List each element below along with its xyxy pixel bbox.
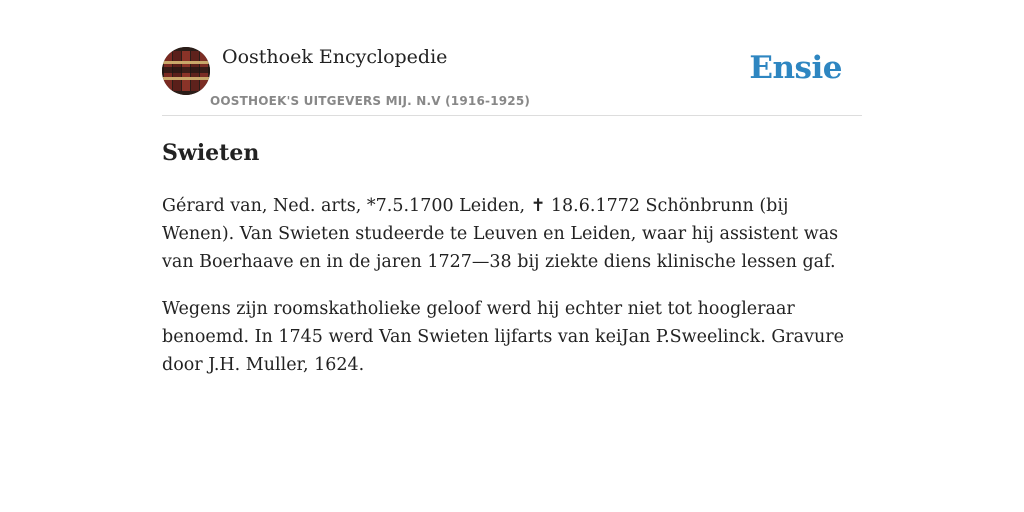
entry-body — [162, 192, 866, 398]
ensie-logo[interactable]: Ensie — [749, 50, 842, 86]
source-publisher: OOSTHOEK'S UITGEVERS MIJ. N.V (1916-1925) — [210, 94, 531, 108]
entry-paragraph: Gérard van, Ned. arts, *7.5.1700 Leiden, ✝ 18.6.1772 Schönbrunn (bij Wenen). Van Swieten studeerde te Leuven en Leiden, waar hij assistent was van Boerhaave en in de jaren 1727—38 bij ziekte diens klinische lessen gaf. — [162, 196, 839, 272]
entry-header — [162, 0, 862, 116]
entry-paragraph: Wegens zijn roomskatholieke geloof werd hij echter niet tot hoogleraar benoemd. In 1745 werd Van Swieten lijfarts van keiJan P.Sweelinck. Gravure door J.H. Muller, 1624. — [162, 299, 844, 375]
source-name[interactable]: Oosthoek Encyclopedie — [222, 46, 448, 68]
entry-title: Swieten — [162, 140, 260, 166]
page-container — [162, 0, 862, 375]
encyclopedia-books-icon[interactable] — [162, 47, 210, 95]
